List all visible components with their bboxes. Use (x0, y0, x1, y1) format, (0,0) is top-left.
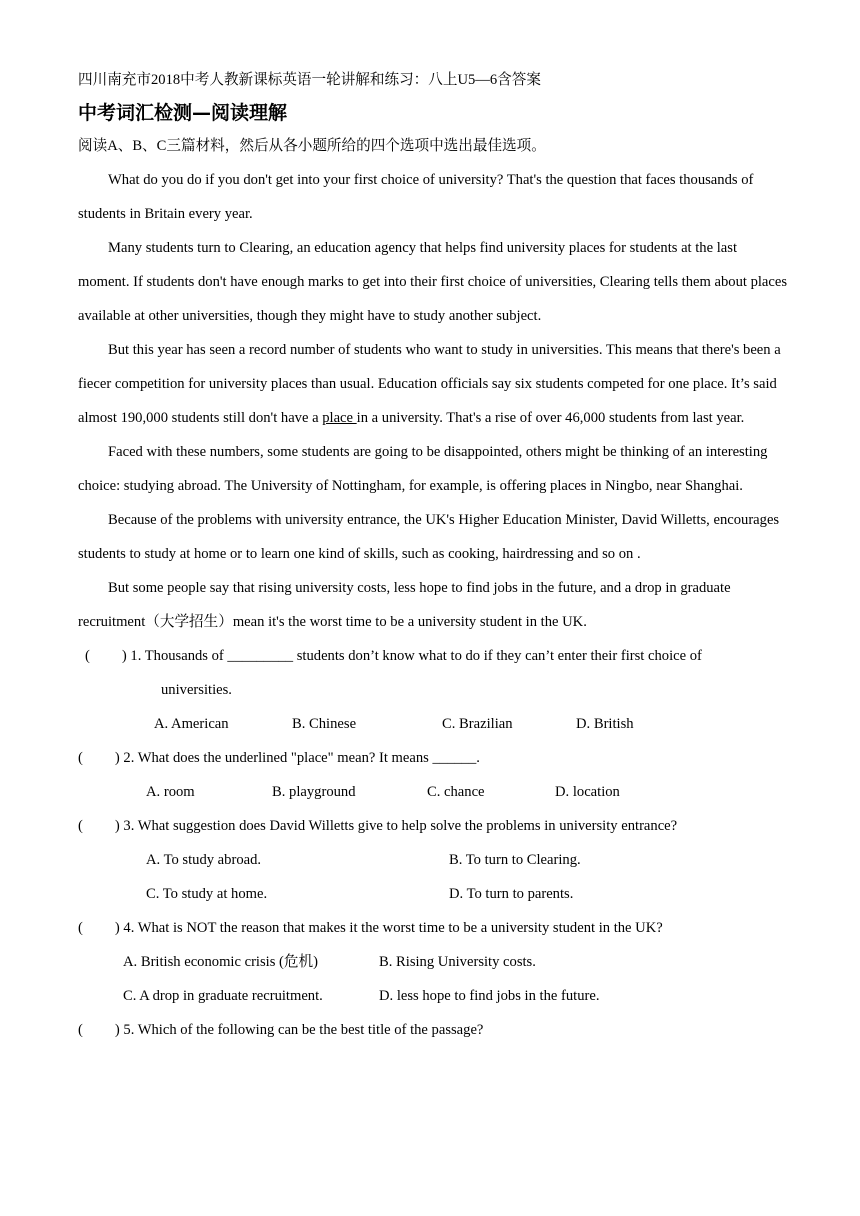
answer-paren-open: ( (78, 818, 83, 834)
option-d[interactable]: D. location (555, 784, 620, 800)
document-page (78, 70, 788, 1047)
question-1-continuation: universities. (161, 682, 232, 698)
option-d[interactable]: D. British (576, 716, 634, 732)
option-a[interactable]: A. American (154, 716, 229, 732)
answer-paren-close: ) (114, 920, 120, 936)
question-1 (78, 639, 788, 673)
question-text: 3. What suggestion does David Willetts give to help solve the problems in university entrance? (123, 818, 678, 834)
option-c[interactable]: C. A drop in graduate recruitment. (123, 988, 323, 1004)
option-b[interactable]: B. To turn to Clearing. (449, 852, 581, 868)
question-5 (78, 1013, 788, 1047)
question-2-options (78, 775, 788, 809)
reading-passage (78, 163, 788, 639)
question-1-options (78, 707, 788, 741)
question-3-options-row-1 (78, 843, 788, 877)
option-a[interactable]: A. To study abroad. (146, 852, 262, 868)
passage-paragraph-4: Faced with these numbers, some students are going to be disappointed, others might be thinking of an interesting choice: studying abroad. The University of Nottingham, for example, is offering places in Ningbo, near Shanghai. (78, 444, 768, 494)
option-b[interactable]: B. Rising University costs. (379, 954, 536, 970)
underlined-word-place: place (322, 410, 357, 426)
question-4-options-row-2 (78, 979, 788, 1013)
paragraph-3-text-b: in a university. That's a rise of over 46,000 students from last year. (356, 410, 745, 426)
question-4 (78, 911, 788, 945)
answer-paren-open: ( (78, 750, 83, 766)
question-text: 4. What is NOT the reason that makes it the worst time to be a university student in the UK? (123, 920, 663, 936)
question-text: 2. What does the underlined "place" mean? It means ______. (123, 750, 480, 766)
answer-paren-close: ) (114, 750, 120, 766)
answer-paren-close: ) (114, 1022, 120, 1038)
answer-paren-open: ( (78, 920, 83, 936)
document-header: 四川南充市2018中考人教新课标英语一轮讲解和练习：八上U5—6含答案 (78, 72, 541, 88)
option-d[interactable]: D. less hope to find jobs in the future. (379, 988, 600, 1004)
answer-paren-open: ( (85, 648, 90, 664)
answer-paren-close: ) (121, 648, 127, 664)
question-text: 5. Which of the following can be the best title of the passage? (123, 1022, 484, 1038)
passage-paragraph-2: Many students turn to Clearing, an education agency that helps find university places for students at the last moment. If students don't have enough marks to get into their first choice of universities, Clearing tells them about places available at other universities, though they might have to study another subject. (78, 240, 788, 324)
option-d[interactable]: D. To turn to parents. (449, 886, 574, 902)
option-c[interactable]: C. Brazilian (442, 716, 513, 732)
option-b[interactable]: B. Chinese (292, 716, 357, 732)
question-3-options-row-2 (78, 877, 788, 911)
passage-paragraph-1: What do you do if you don't get into your first choice of university? That's the question that faces thousands of students in Britain every year. (78, 172, 754, 222)
answer-paren-close: ) (114, 818, 120, 834)
passage-paragraph-6: But some people say that rising university costs, less hope to find jobs in the future, and a drop in graduate recruitment（大学招生）mean it's the worst time to be a university student in the UK. (78, 580, 731, 630)
passage-paragraph-3 (78, 333, 788, 435)
option-b[interactable]: B. playground (272, 784, 356, 800)
question-text: 1. Thousands of _________ students don’t know what to do if they can’t enter their first choice of (130, 648, 702, 664)
option-c[interactable]: C. chance (427, 784, 485, 800)
question-4-options-row-1 (78, 945, 788, 979)
question-2 (78, 741, 788, 775)
question-3 (78, 809, 788, 843)
paragraph-3-text-a: But this year has seen a record number of students who want to study in universities. This means that there's been a fiecer competition for university places than usual. Education officials say six students competed for one place. It’s said almost 190,000 students still don't have a (78, 342, 781, 426)
answer-paren-open: ( (78, 1022, 83, 1038)
passage-paragraph-5: Because of the problems with university entrance, the UK's Higher Education Minister, David Willetts, encourages students to study at home or to learn one kind of skills, such as cooking, hairdressing and so on . (78, 512, 780, 562)
option-a[interactable]: A. room (146, 784, 195, 800)
option-a[interactable]: A. British economic crisis (危机) (123, 954, 318, 970)
instructions: 阅读A、B、C三篇材料，然后从各小题所给的四个选项中选出最佳选项。 (78, 138, 546, 154)
option-c[interactable]: C. To study at home. (146, 886, 268, 902)
section-title: 中考词汇检测—阅读理解 (78, 102, 288, 124)
